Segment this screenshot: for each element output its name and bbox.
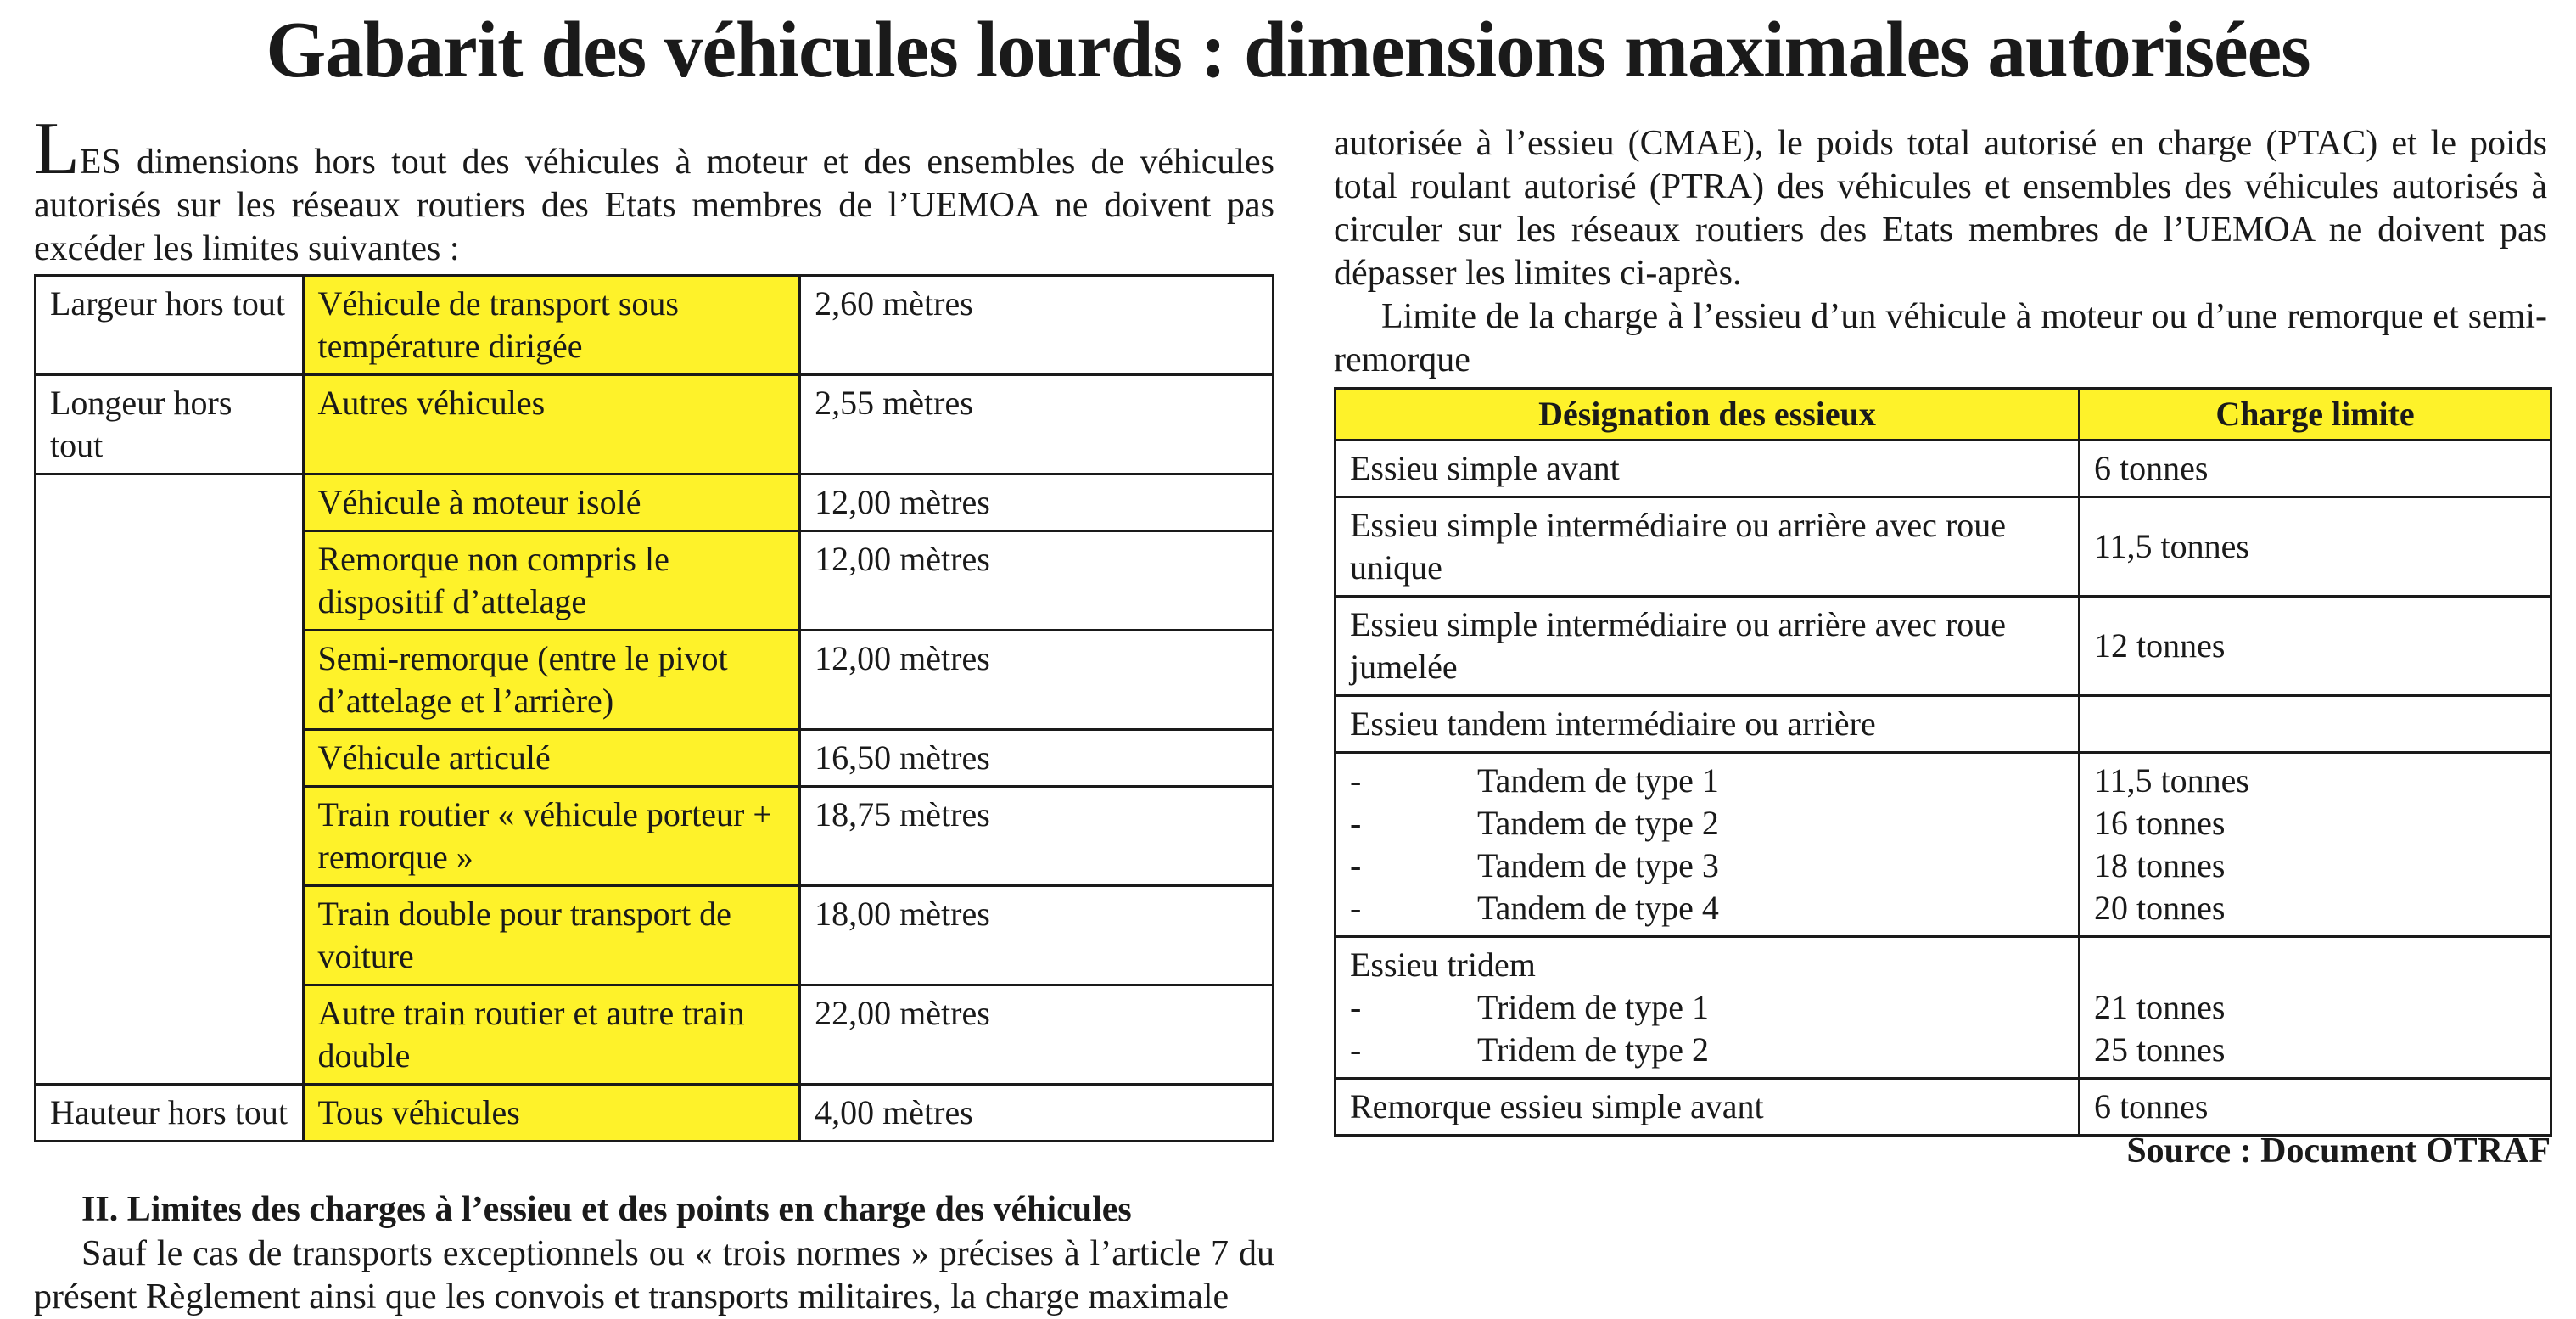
tandem-item: - Tandem de type 4 — [1350, 889, 1719, 927]
axle-charge: 6 tonnes — [2080, 1079, 2551, 1136]
table-row — [1336, 497, 2551, 597]
dimension-label: Hauteur hors tout — [36, 1085, 304, 1142]
dimension-value: 4,00 mètres — [800, 1085, 1274, 1142]
axle-charge: 6 tonnes — [2080, 441, 2551, 497]
column-header-charge: Charge limite — [2080, 389, 2551, 441]
column-header-designation: Désignation des essieux — [1336, 389, 2080, 441]
vehicle-type: Autre train routier et autre train double — [303, 985, 800, 1085]
vehicle-type: Remorque non compris le dispositif d’attelage — [303, 531, 800, 631]
table-header-row — [1336, 389, 2551, 441]
section-heading: II. Limites des charges à l’essieu et des points en charge des véhicules — [81, 1190, 1132, 1229]
table-row — [36, 375, 1274, 474]
vehicle-type: Train double pour transport de voiture — [303, 886, 800, 985]
dimension-value: 12,00 mètres — [800, 474, 1274, 531]
dimension-value: 16,50 mètres — [800, 730, 1274, 787]
dimension-label-empty — [36, 474, 304, 1085]
table-row — [1336, 441, 2551, 497]
dimension-value: 18,00 mètres — [800, 886, 1274, 985]
dimension-value: 12,00 mètres — [800, 531, 1274, 631]
tridem-designations — [1336, 937, 2080, 1079]
axle-charge: 12 tonnes — [2080, 597, 2551, 696]
drop-cap: L — [34, 108, 80, 190]
dimension-value: 18,75 mètres — [800, 787, 1274, 886]
tridem-item: - Tridem de type 1 — [1350, 988, 1709, 1026]
vehicle-type: Train routier « véhicule porteur + remorque » — [303, 787, 800, 886]
tridem-charges — [2080, 937, 2551, 1079]
table-row — [36, 474, 1274, 531]
table-row-tandem — [1336, 753, 2551, 937]
dimension-value: 22,00 mètres — [800, 985, 1274, 1085]
tridem-charge: 21 tonnes — [2094, 988, 2226, 1026]
table-row — [36, 1085, 1274, 1142]
axle-load-table — [1334, 387, 2552, 1137]
tandem-charge: 11,5 tonnes — [2094, 761, 2249, 800]
tandem-item: - Tandem de type 3 — [1350, 846, 1719, 884]
vehicle-type: Tous véhicules — [303, 1085, 800, 1142]
section-paragraph-left: Sauf le cas de transports exceptionnels ou « trois normes » précises à l’article 7 du présent Règlement ainsi que les convois et transports militaires, la charge maximale — [34, 1234, 1274, 1316]
intro-text: ES dimensions hors tout des véhicules à moteur et des ensembles de véhicules autorisés sur les réseaux routiers des Etats membres de l’UEMOA ne doivent pas excéder les limites suivantes : — [34, 143, 1274, 268]
source-credit: Source : Document OTRAF — [2126, 1131, 2551, 1170]
axle-charge — [2080, 696, 2551, 753]
page-title: Gabarit des véhicules lourds : dimensions maximales autorisées — [266, 6, 2310, 94]
vehicle-type: Véhicule articulé — [303, 730, 800, 787]
vehicle-type: Véhicule à moteur isolé — [303, 474, 800, 531]
tandem-item: - Tandem de type 2 — [1350, 804, 1719, 842]
intro-paragraph — [34, 108, 1274, 271]
tandem-charge: 20 tonnes — [2094, 889, 2226, 927]
tandem-charge: 16 tonnes — [2094, 804, 2226, 842]
axle-designation: Essieu simple intermédiaire ou arrière avec roue jumelée — [1336, 597, 2080, 696]
tridem-item: - Tridem de type 2 — [1350, 1030, 1709, 1069]
table-row — [1336, 1079, 2551, 1136]
left-column — [34, 108, 1274, 1319]
right-column — [1334, 124, 2547, 1137]
table-row — [1336, 696, 2551, 753]
axle-charge: 11,5 tonnes — [2080, 497, 2551, 597]
vehicle-type: Véhicule de transport sous température dirigée — [303, 276, 800, 375]
table-row — [36, 276, 1274, 375]
axle-limit-paragraph: Limite de la charge à l’essieu d’un véhicule à moteur ou d’une remorque et semi-remorque — [1334, 297, 2547, 379]
tandem-charges — [2080, 753, 2551, 937]
dimension-value: 12,00 mètres — [800, 631, 1274, 730]
dimensions-table — [34, 274, 1274, 1142]
vehicle-type: Semi-remorque (entre le pivot d’attelage et l’arrière) — [303, 631, 800, 730]
axle-designation: Essieu simple intermédiaire ou arrière avec roue unique — [1336, 497, 2080, 597]
dimension-value: 2,55 mètres — [800, 375, 1274, 474]
axle-designation: Remorque essieu simple avant — [1336, 1079, 2080, 1136]
tandem-charge: 18 tonnes — [2094, 846, 2226, 884]
table-row — [1336, 597, 2551, 696]
tandem-item: - Tandem de type 1 — [1350, 761, 1719, 800]
tridem-charge: 25 tonnes — [2094, 1030, 2226, 1069]
axle-designation: Essieu tandem intermédiaire ou arrière — [1336, 696, 2080, 753]
tandem-designations — [1336, 753, 2080, 937]
section-paragraph-right: autorisée à l’essieu (CMAE), le poids total autorisé en charge (PTAC) et le poids total roulant autorisé (PTRA) des véhicules et ensembles des véhicules autorisés à circuler sur les réseaux routiers des Etats membres de l’UEMOA ne doivent pas dépasser les limites ci-après. — [1334, 124, 2547, 293]
axle-designation: Essieu simple avant — [1336, 441, 2080, 497]
vehicle-type: Autres véhicules — [303, 375, 800, 474]
dimension-label: Largeur hors tout — [36, 276, 304, 375]
dimension-value: 2,60 mètres — [800, 276, 1274, 375]
table-row-tridem — [1336, 937, 2551, 1079]
dimension-label: Longeur hors tout — [36, 375, 304, 474]
tridem-label: Essieu tridem — [1350, 946, 1536, 984]
